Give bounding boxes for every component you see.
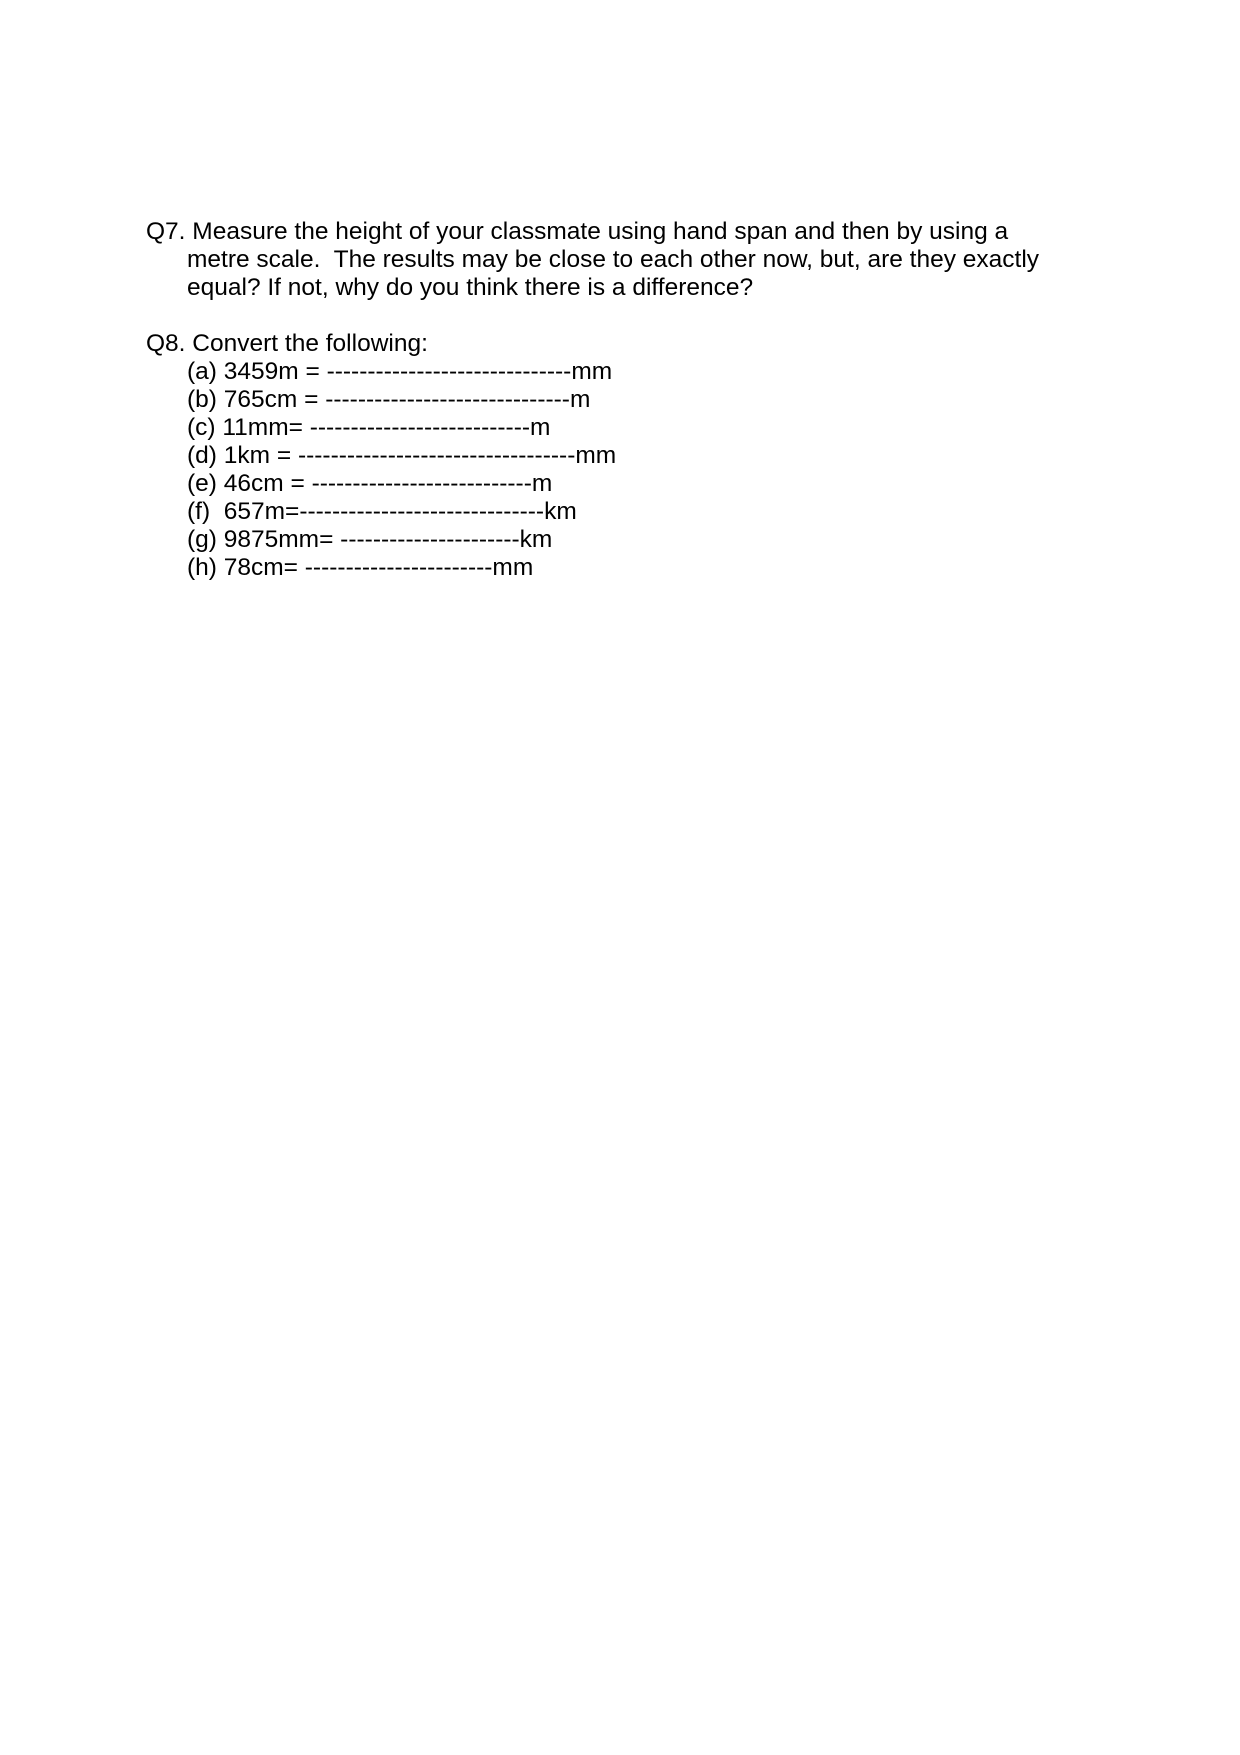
question-7-line: metre scale. The results may be close to each other now, but, are they exactly (187, 246, 1040, 273)
conversion-item-g: (g) 9875mm= ----------------------km (187, 526, 553, 553)
conversion-item-f: (f) 657m=------------------------------km (187, 498, 577, 525)
conversion-item-a: (a) 3459m = ------------------------------mm (187, 358, 613, 385)
conversion-list (146, 358, 1086, 582)
question-7-line: equal? If not, why do you think there is a difference? (187, 274, 754, 301)
question-8 (146, 330, 1086, 582)
conversion-item-e: (e) 46cm = ---------------------------m (187, 470, 553, 497)
question-7 (146, 218, 1086, 302)
conversion-item-c: (c) 11mm= ---------------------------m (187, 414, 551, 441)
question-7-line: Q7. Measure the height of your classmate using hand span and then by using a (146, 218, 1009, 245)
conversion-item-b: (b) 765cm = ------------------------------m (187, 386, 591, 413)
conversion-item-h: (h) 78cm= -----------------------mm (187, 554, 534, 581)
question-8-heading: Q8. Convert the following: (146, 330, 428, 357)
conversion-item-d: (d) 1km = ----------------------------------mm (187, 442, 617, 469)
